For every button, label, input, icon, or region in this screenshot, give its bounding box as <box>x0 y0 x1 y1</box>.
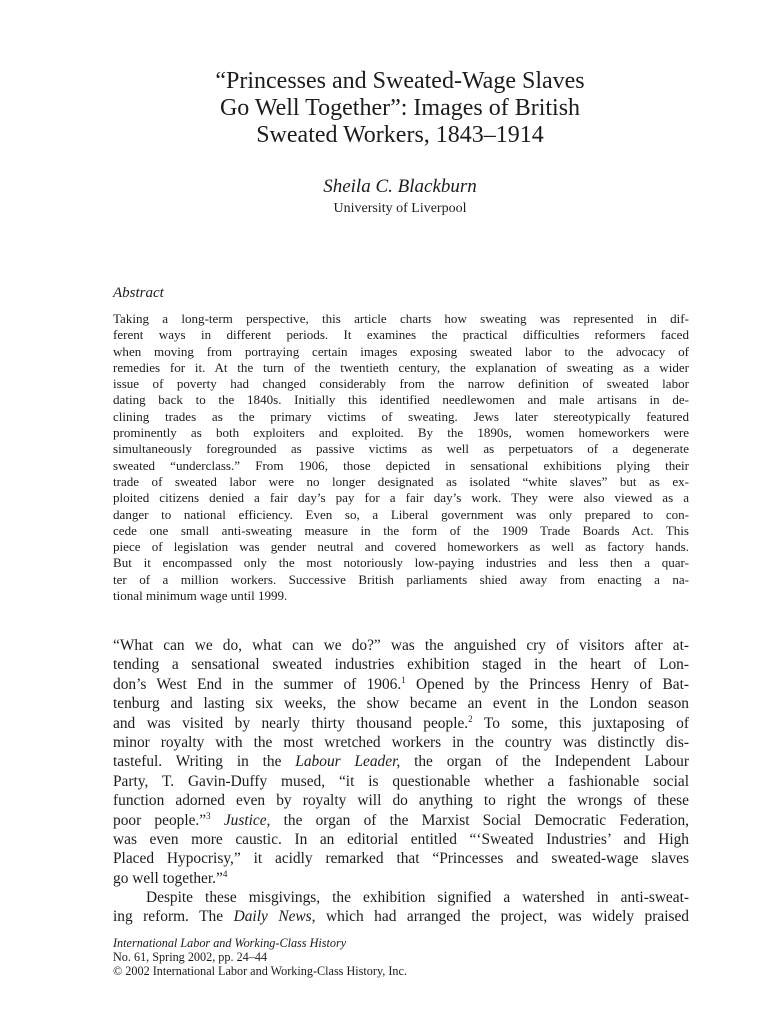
body-text <box>113 636 689 927</box>
abstract-line: trade of sweated labor were no longer designated as isolated “white slaves” but as ex- <box>113 473 689 489</box>
abstract-line: issue of poverty had changed considerably from the narrow definition of sweated labor <box>113 376 689 392</box>
body-line: was even more caustic. In an editorial entitled “‘Sweated Industries’ and High <box>113 830 689 848</box>
copyright-notice: © 2002 International Labor and Working-Class History, Inc. <box>113 964 407 978</box>
body-line <box>113 714 689 733</box>
abstract-line: piece of legislation was gender neutral and covered homeworkers as well as factory hands. <box>113 539 689 555</box>
body-text-fragment: don’s West End in the summer of 1906. <box>113 675 402 693</box>
body-line <box>113 675 689 694</box>
abstract-heading: Abstract <box>113 285 164 301</box>
footnote-ref-3[interactable]: 3 <box>206 810 211 821</box>
body-text-fragment: ing reform. The <box>113 908 234 926</box>
body-text-fragment: which had arranged the project, was widely praised <box>315 908 689 926</box>
footnote-ref-4[interactable]: 4 <box>222 868 228 879</box>
body-line <box>113 811 689 830</box>
abstract-line: tional minimum wage until 1999. <box>113 588 288 604</box>
body-text-fragment: go well together.” <box>113 869 223 887</box>
journal-footer <box>113 936 407 978</box>
abstract-line: when moving from portraying certain images exposing sweated labor to the advocacy of <box>113 343 689 359</box>
body-line: tending a sensational sweated industries exhibition staged in the heart of Lon- <box>113 656 689 674</box>
author-name: Sheila C. Blackburn <box>323 176 477 197</box>
abstract-line: ter of a million workers. Successive British parliaments shied away from enacting a na- <box>113 571 689 587</box>
body-text-fragment: tasteful. Writing in the <box>113 753 296 771</box>
abstract-line: Taking a long-term perspective, this article charts how sweating was represented in dif- <box>113 311 689 326</box>
abstract-line: remedies for it. At the turn of the twentieth century, the explanation of sweating as a wider <box>113 359 689 375</box>
abstract-line: ferent ways in different periods. It examines the practical difficulties reformers faced <box>113 327 689 343</box>
title-line: Go Well Together”: Images of British <box>219 95 581 121</box>
journal-name: International Labor and Working-Class History <box>113 936 347 950</box>
title-line: “Princesses and Sweated-Wage Slaves <box>215 68 585 94</box>
publication-title: Labour Leader, <box>295 753 401 771</box>
body-line <box>113 907 689 926</box>
abstract-line: simultaneously foregrounded as passive victims as well as perpetuators of a degenerate <box>113 441 689 457</box>
body-line <box>113 752 689 771</box>
body-line <box>113 869 689 888</box>
title-line: Sweated Workers, 1843–1914 <box>256 122 544 148</box>
publication-title: Daily News, <box>233 908 316 926</box>
body-line: “What can we do, what can we do?” was the anguished cry of visitors after at- <box>113 637 689 654</box>
abstract-line: danger to national efficiency. Even so, a Liberal government was only prepared to con- <box>113 506 689 522</box>
abstract-line: dating back to the 1840s. Initially this identified needlewomen and male artisans in de- <box>113 392 689 408</box>
article-title <box>0 68 768 149</box>
body-line: Despite these misgivings, the exhibition signified a watershed in anti-sweat- <box>146 889 689 907</box>
author-affiliation: University of Liverpool <box>333 201 467 216</box>
body-text-fragment: Opened by the Princess Henry of Bat- <box>405 675 689 693</box>
publication-title: Justice, <box>223 811 271 829</box>
body-line: minor royalty with the most wretched workers in the country was distinctly dis- <box>113 733 689 751</box>
body-text-fragment: and was visited by nearly thirty thousand people. <box>113 714 469 732</box>
abstract-line: prominently as both exploiters and exploited. By the 1890s, women homeworkers were <box>113 425 689 441</box>
body-line: tenburg and lasting six weeks, the show became an event in the London season <box>113 695 689 713</box>
journal-issue: No. 61, Spring 2002, pp. 24–44 <box>113 950 268 964</box>
abstract-text <box>113 311 689 604</box>
abstract-line: cede one small anti-sweating measure in the form of the 1909 Trade Boards Act. This <box>113 522 689 538</box>
body-text-fragment: the organ of the Independent Labour <box>400 753 689 771</box>
body-text-fragment: the organ of the Marxist Social Democratic Federation, <box>270 811 689 829</box>
abstract-line: clining trades as the primary victims of sweating. Jews later stereotypically featured <box>113 408 689 424</box>
body-text-fragment: To some, this juxtaposing of <box>472 714 689 732</box>
body-line: Party, T. Gavin-Duffy mused, “it is questionable whether a fashionable social <box>113 772 689 790</box>
footnote-ref-1[interactable]: 1 <box>401 674 406 685</box>
body-line: Placed Hypocrisy,” it acidly remarked that “Princesses and sweated-wage slaves <box>113 850 689 868</box>
abstract-line: sweated “underclass.” From 1906, those depicted in sensational exhibitions plying their <box>113 457 689 473</box>
body-line: function adorned even by royalty will do anything to right the wrongs of these <box>113 792 689 810</box>
abstract-line: But it encompassed only the most notoriously low-paying industries and less then a quar- <box>113 555 689 571</box>
abstract-line: ploited citizens denied a fair day’s pay for a fair day’s work. They were also viewed as a <box>113 490 689 506</box>
body-text-fragment: poor people.” <box>113 811 207 829</box>
footnote-ref-2[interactable]: 2 <box>468 713 473 724</box>
